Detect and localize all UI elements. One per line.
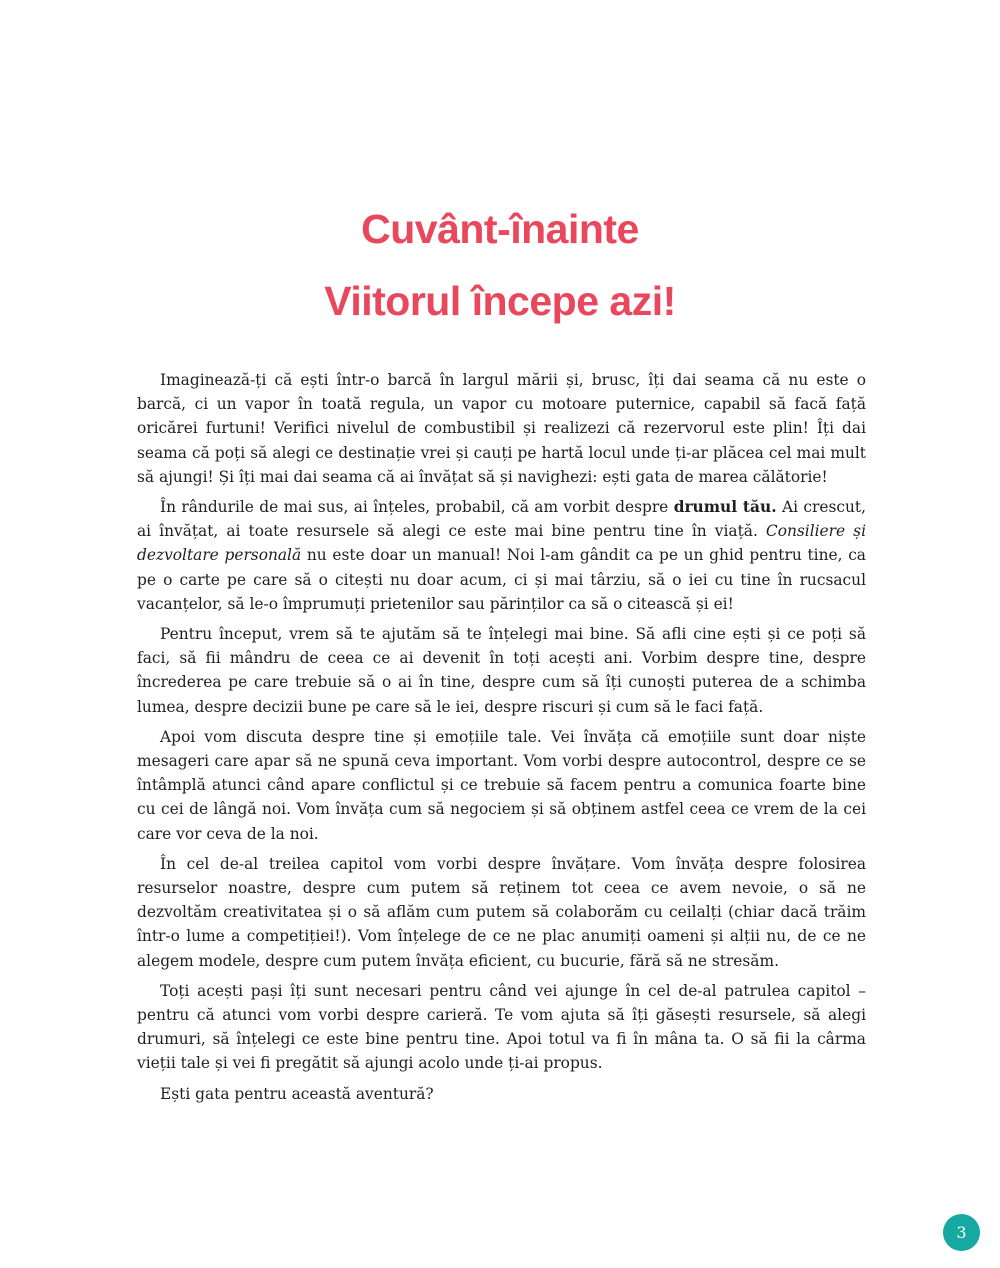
paragraph-5: În cel de-al treilea capitol vom vorbi despre învățare. Vom învăța despre folosirea resurselor noastre, despre cum putem să reținem tot ceea ce avem nevoie, o să ne dezvoltăm creativitatea și o să aflăm cum putem să colaborăm cu ceilalți (chiar dacă trăim într-o lume a competiției!). Vom înțelege de ce ne plac anumiți oameni și alții nu, de ce ne alegem modele, despre cum putem învăța eficient, cu bucurie, fără să ne stresăm. — [137, 854, 866, 970]
paragraph-3: Pentru început, vrem să te ajutăm să te înțelegi mai bine. Să afli cine ești și ce poți să faci, să fii mândru de ceea ce ai devenit în toți acești ani. Vorbim despre tine, despre încrederea pe care trebuie să o ai în tine, despre cum să îți cunoști puterea de a schimba lumea, despre decizii bune pe care să le iei, despre riscuri și cum să le faci față. — [137, 625, 866, 716]
page-number-badge: 3 — [943, 1214, 980, 1251]
paragraph-2 — [137, 495, 866, 616]
chapter-title: Cuvânt-înainte — [361, 206, 639, 252]
body-text — [137, 368, 866, 1112]
paragraph-7: Ești gata pentru această aventură? — [160, 1084, 434, 1103]
paragraph-1: Imaginează-ți că ești într-o barcă în largul mării și, brusc, îți dai seama că nu este o barcă, ci un vapor în toată regula, un vapor cu motoare puternice, capabil să facă față oricărei furtuni! Verifici nivelul de combustibil și realizezi că rezervorul este plin! Îți dai seama că poți să alegi ce destinație vrei și cauți pe hartă locul unde ți-ar plăcea cel mai mult să ajungi! Și îți mai dai seama că ai învățat să și navighezi: ești gata de marea călătorie! — [137, 371, 866, 486]
paragraph-2-part-3: nu este doar un manual! Noi l-am gândit ca pe un ghid pentru tine, ca pe o carte pe care să o citești nu doar acum, ci și mai târziu, să o iei cu tine în rucsacul vacanțelor, să le-o împrumuți prietenilor sau părinților ca să o citească și ei! — [137, 546, 866, 613]
chapter-subtitle: Viitorul începe azi! — [324, 278, 676, 324]
title-block — [0, 193, 1000, 337]
paragraph-4: Apoi vom discuta despre tine și emoțiile tale. Vei învăța că emoțiile sunt doar niște mesageri care apar să ne spună ceva important. Vom vorbi despre autocontrol, despre ce se întâmplă atunci când apare conflictul și ce trebuie să facem pentru a comunica foarte bine cu cei de lângă noi. Vom învăța cum să negociem și să obținem astfel ceea ce vrem de la cei care vor ceva de la noi. — [137, 727, 866, 843]
paragraph-2-part-2: Ai crescut, ai învățat, ai toate resursele să alegi ce este mai bine pentru tine în viață. — [137, 498, 866, 541]
emphasis-bold: drumul tău. — [673, 498, 777, 517]
paragraph-6: Toți acești pași îți sunt necesari pentru când vei ajunge în cel de-al patrulea capitol – pentru că atunci vom vorbi despre carieră. Te vom ajuta să îți găsești resursele, să alegi drumuri, să înțelegi ce este bine pentru tine. Apoi totul va fi în mâna ta. O să fii la cârma vieții tale și vei fi pregătit să ajungi acolo unde ți-ai propus. — [137, 981, 866, 1073]
paragraph-2-part-1: În rândurile de mai sus, ai înțeles, probabil, că am vorbit despre — [160, 498, 674, 517]
book-title-italic: Consiliere și dezvoltare personală — [137, 522, 867, 565]
